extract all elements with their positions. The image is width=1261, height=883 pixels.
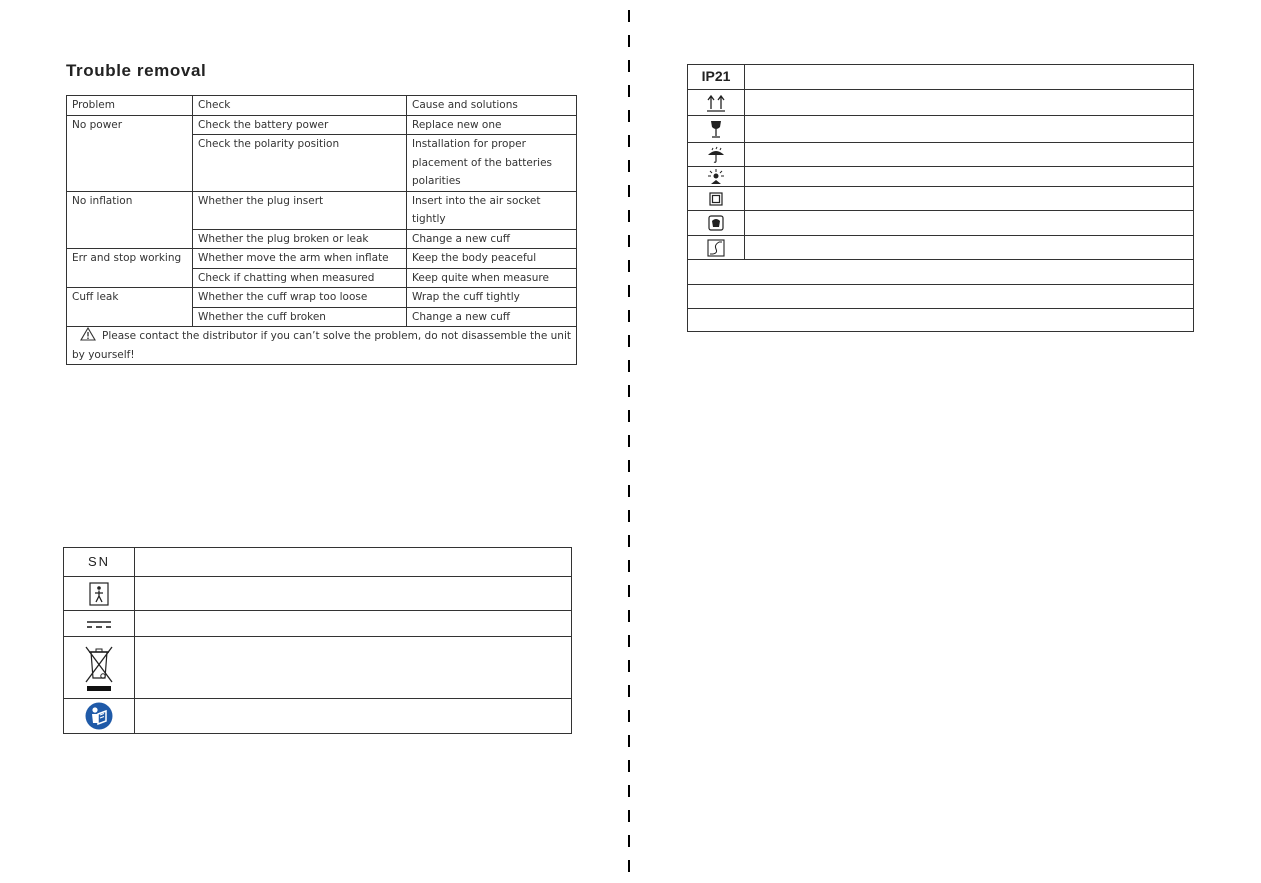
solution-cell (407, 191, 577, 229)
fold-dash (628, 860, 630, 872)
problem-cell: Err and stop working (67, 249, 193, 288)
problem-cell: Cuff leak (67, 288, 193, 327)
keep-away-sunlight-icon (707, 169, 725, 185)
fold-dash (628, 260, 630, 272)
blank-cell (688, 285, 1194, 309)
symbol-row (688, 236, 1194, 260)
fold-dash (628, 660, 630, 672)
check-cell: Check the battery power (193, 115, 407, 135)
solution-line: Wrap the cuff tightly (412, 291, 520, 303)
ip21-rating: IP21 (701, 68, 731, 84)
fold-dash (628, 785, 630, 797)
serial-number-symbol: SN (87, 554, 111, 569)
solution-line: polarities (412, 175, 461, 187)
check-cell: Whether the plug insert (193, 191, 407, 229)
symbol-description-cell (745, 143, 1194, 167)
header-check: Check (193, 96, 407, 116)
blank-cell (688, 309, 1194, 332)
check-cell: Check if chatting when measured (193, 268, 407, 288)
fold-dash (628, 185, 630, 197)
solution-line: tightly (412, 213, 446, 225)
solution-line: Change a new cuff (412, 232, 511, 245)
solution-cell (407, 288, 577, 308)
solution-line: placement of the batteries (412, 156, 553, 169)
fold-dash (628, 385, 630, 397)
fold-dash (628, 535, 630, 547)
fold-dash (628, 835, 630, 847)
fold-dash (628, 310, 630, 322)
table-header-row (67, 96, 577, 116)
fold-dash (628, 210, 630, 222)
fold-line (628, 10, 631, 872)
warning-triangle-icon (80, 327, 96, 341)
fold-dash (628, 510, 630, 522)
fold-dash (628, 435, 630, 447)
blank-row (688, 285, 1194, 309)
symbol-description-cell (745, 187, 1194, 211)
fold-dash (628, 85, 630, 97)
solution-cell (407, 229, 577, 249)
check-cell: Check the polarity position (193, 135, 407, 192)
blank-row (688, 260, 1194, 285)
symbol-row (688, 143, 1194, 167)
check-cell: Whether the cuff wrap too loose (193, 288, 407, 308)
note-cell (67, 327, 577, 365)
symbol-row (688, 116, 1194, 143)
symbol-description-cell (135, 548, 572, 577)
symbol-row (64, 611, 572, 637)
fold-dash (628, 110, 630, 122)
solution-cell (407, 307, 577, 327)
symbols-table-left (63, 547, 572, 734)
fold-dash (628, 410, 630, 422)
symbol-cell (688, 65, 745, 90)
fold-dash (628, 460, 630, 472)
table-row (67, 288, 577, 308)
this-way-up-icon (706, 94, 726, 112)
table-row (67, 115, 577, 135)
header-solution: Cause and solutions (407, 96, 577, 116)
symbol-description-cell (135, 637, 572, 699)
read-instructions-icon (85, 702, 113, 730)
problem-cell: No inflation (67, 191, 193, 249)
symbol-row (688, 65, 1194, 90)
solution-cell (407, 249, 577, 269)
type-bf-applied-part-icon (89, 582, 109, 606)
symbol-description-cell (135, 699, 572, 734)
symbol-cell (64, 637, 135, 699)
solution-line: Change a new cuff (412, 310, 511, 323)
fold-dash (628, 335, 630, 347)
symbol-cell (688, 236, 745, 260)
solution-line: Keep quite when measure (412, 271, 549, 284)
fold-dash (628, 285, 630, 297)
symbol-description-cell (745, 65, 1194, 90)
section-title: Trouble removal (66, 61, 207, 80)
solution-line: Replace new one (412, 118, 502, 131)
fold-dash (628, 560, 630, 572)
symbol-description-cell (745, 211, 1194, 236)
symbol-cell (64, 577, 135, 611)
fold-dash (628, 485, 630, 497)
symbol-cell (688, 116, 745, 143)
fold-dash (628, 635, 630, 647)
header-problem: Problem (67, 96, 193, 116)
fold-dash (628, 585, 630, 597)
fold-dash (628, 135, 630, 147)
fold-dash (628, 810, 630, 822)
check-cell: Whether the plug broken or leak (193, 229, 407, 249)
symbol-cell (64, 548, 135, 577)
symbol-row (64, 577, 572, 611)
keep-dry-icon (706, 146, 726, 164)
blank-cell (688, 260, 1194, 285)
fragile-icon (710, 120, 722, 138)
table-row (67, 191, 577, 229)
check-cell: Whether move the arm when inflate (193, 249, 407, 269)
symbol-row (688, 167, 1194, 187)
solution-line: Keep the body peaceful (412, 252, 537, 264)
symbol-row (688, 187, 1194, 211)
symbol-row (64, 548, 572, 577)
symbol-description-cell (745, 90, 1194, 116)
symbol-row (688, 211, 1194, 236)
fold-dash (628, 35, 630, 47)
direct-current-icon (86, 619, 112, 629)
fold-dash (628, 735, 630, 747)
table-note-row (67, 327, 577, 365)
fold-dash (628, 610, 630, 622)
symbol-cell (64, 699, 135, 734)
symbol-cell (688, 187, 745, 211)
weee-crossed-bin-icon (84, 644, 114, 692)
symbol-description-cell (745, 167, 1194, 187)
fold-dash (628, 60, 630, 72)
symbol-cell (64, 611, 135, 637)
solution-cell (407, 135, 577, 192)
fold-dash (628, 10, 630, 22)
solution-line: Installation for proper (412, 138, 526, 150)
symbol-row (64, 699, 572, 734)
symbol-cell (688, 90, 745, 116)
symbols-table-right (687, 64, 1194, 332)
fold-dash (628, 760, 630, 772)
table-row (67, 249, 577, 269)
solution-cell (407, 115, 577, 135)
symbol-row (688, 90, 1194, 116)
symbol-description-cell (135, 611, 572, 637)
fold-dash (628, 685, 630, 697)
symbol-cell (688, 167, 745, 187)
solution-cell (407, 268, 577, 288)
blank-row (688, 309, 1194, 332)
solution-line: Insert into the air socket (412, 194, 541, 207)
note-text: Please contact the distributor if you can’t solve the problem, do not disassemble the unit by yourself! (72, 330, 571, 361)
fold-dash (628, 160, 630, 172)
symbol-row (64, 637, 572, 699)
fold-dash (628, 235, 630, 247)
class-ii-double-square-icon (709, 192, 723, 206)
handle-with-care-icon (708, 215, 724, 231)
humidity-limit-icon (707, 239, 725, 257)
symbol-cell (688, 143, 745, 167)
symbol-description-cell (745, 116, 1194, 143)
symbol-description-cell (745, 236, 1194, 260)
fold-dash (628, 710, 630, 722)
symbol-description-cell (135, 577, 572, 611)
problem-cell: No power (67, 115, 193, 191)
check-cell: Whether the cuff broken (193, 307, 407, 327)
fold-dash (628, 360, 630, 372)
symbol-cell (688, 211, 745, 236)
trouble-removal-table (66, 95, 577, 365)
